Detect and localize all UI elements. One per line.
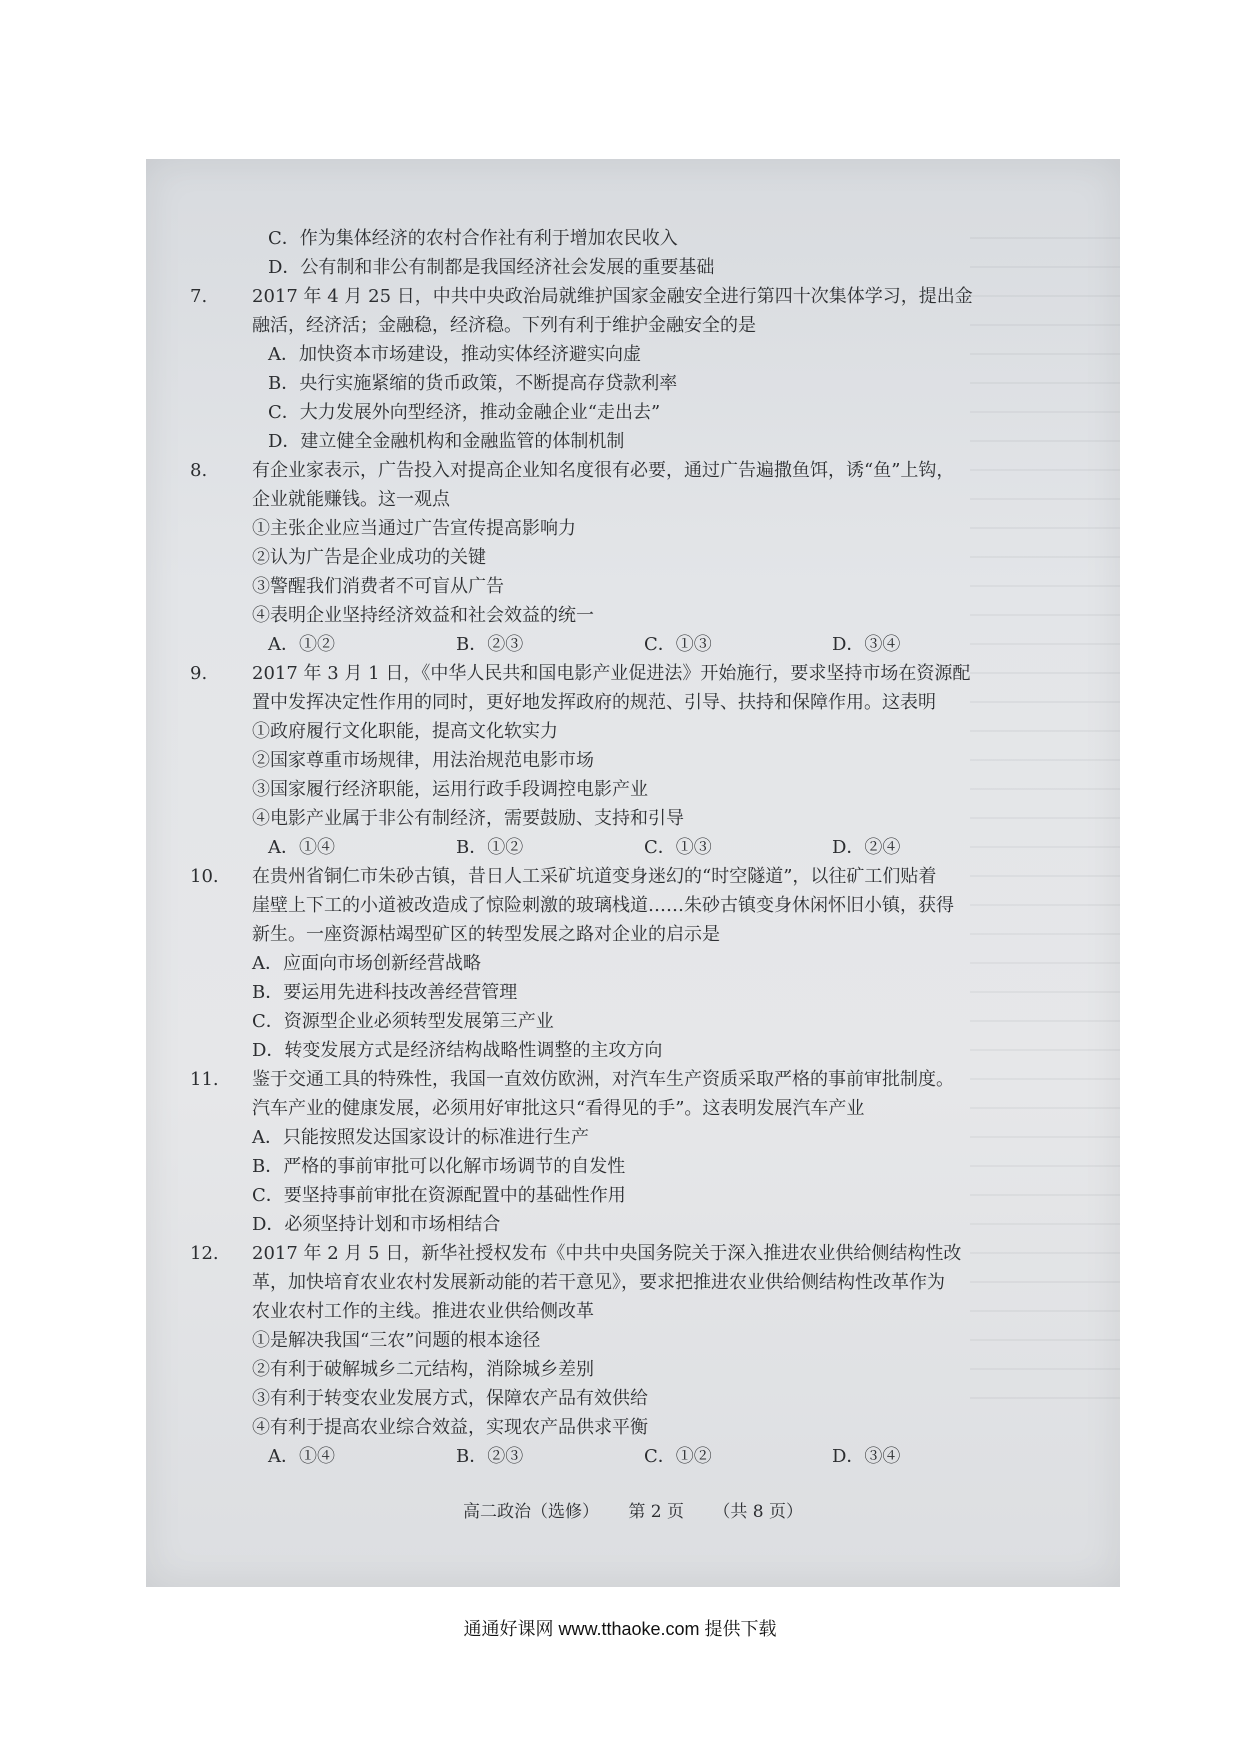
question-12	[190, 1239, 1020, 1268]
question-stem: 2017 年 3 月 1 日，《中华人民共和国电影产业促进法》开始施行，要求坚持市场在资源配	[252, 663, 971, 684]
option-line: C．作为集体经济的农村合作社有利于增加农民收入	[268, 228, 678, 249]
option-line: D．公有制和非公有制都是我国经济社会发展的重要基础	[268, 257, 715, 278]
question-stem: 新生。一座资源枯竭型矿区的转型发展之路对企业的启示是	[252, 924, 720, 945]
question-stem: 有企业家表示，广告投入对提高企业知名度很有必要，通过广告遍撒鱼饵，诱“鱼”上钩，	[252, 460, 955, 481]
question-7	[190, 282, 1020, 311]
answer-choices	[230, 630, 1020, 659]
statement-item: ③有利于转变农业发展方式，保障农产品有效供给	[252, 1388, 648, 1409]
choice-d: D．②④	[832, 837, 901, 858]
option-line: D．必须坚持计划和市场相结合	[252, 1214, 501, 1235]
question-stem: 融活，经济活；金融稳，经济稳。下列有利于维护金融安全的是	[252, 315, 756, 336]
choice-a: A．①④	[268, 837, 335, 858]
statement-item: ④表明企业坚持经济效益和社会效益的统一	[252, 605, 594, 626]
question-content	[190, 224, 1020, 1471]
question-stem: 置中发挥决定性作用的同时，更好地发挥政府的规范、引导、扶持和保障作用。这表明	[252, 692, 936, 713]
statement-item: ②认为广告是企业成功的关键	[252, 547, 486, 568]
question-11	[190, 1065, 1020, 1094]
option-line: A．加快资本市场建设，推动实体经济避实向虚	[268, 344, 641, 365]
option-line: D．转变发展方式是经济结构战略性调整的主攻方向	[252, 1040, 663, 1061]
statement-item: ②有利于破解城乡二元结构，消除城乡差别	[252, 1359, 594, 1380]
question-stem: 2017 年 2 月 5 日，新华社授权发布《中共中央国务院关于深入推进农业供给侧结构性改	[252, 1243, 962, 1264]
question-stem: 汽车产业的健康发展，必须用好审批这只“看得见的手”。这表明发展汽车产业	[252, 1098, 865, 1119]
answer-choices	[230, 1442, 1020, 1471]
question-9	[190, 659, 1020, 688]
choice-c: C．①③	[644, 634, 712, 655]
choice-d: D．③④	[832, 1446, 901, 1467]
option-line: B．要运用先进科技改善经营管理	[252, 982, 518, 1003]
page-footer	[146, 1497, 1120, 1522]
footer-subject: 高二政治（选修）	[462, 1502, 599, 1522]
question-stem: 2017 年 4 月 25 日，中共中央政治局就维护国家金融安全进行第四十次集体学习，提出金	[252, 286, 973, 307]
statement-item: ④电影产业属于非公有制经济，需要鼓励、支持和引导	[252, 808, 684, 829]
question-stem: 崖壁上下工的小道被改造成了惊险刺激的玻璃栈道……朱砂古镇变身休闲怀旧小镇，获得	[252, 895, 954, 916]
question-8	[190, 456, 1020, 485]
statement-item: ③国家履行经济职能，运用行政手段调控电影产业	[252, 779, 648, 800]
option-line: A．应面向市场创新经营战略	[252, 953, 481, 974]
choice-b: B．①②	[456, 837, 524, 858]
answer-choices	[230, 833, 1020, 862]
option-line: C．大力发展外向型经济，推动金融企业“走出去”	[268, 402, 661, 423]
choice-b: B．②③	[456, 1446, 524, 1467]
choice-c: C．①②	[644, 1446, 712, 1467]
choice-d: D．③④	[832, 634, 901, 655]
option-line: C．资源型企业必须转型发展第三产业	[252, 1011, 554, 1032]
choice-c: C．①③	[644, 837, 712, 858]
statement-item: ②国家尊重市场规律，用法治规范电影市场	[252, 750, 594, 771]
question-number: 11.	[190, 1069, 219, 1090]
question-number: 12.	[190, 1243, 219, 1264]
scanned-page-photo	[146, 159, 1120, 1587]
question-number: 9.	[190, 663, 208, 684]
choice-a: A．①②	[268, 634, 335, 655]
option-line: D．建立健全金融机构和金融监管的体制机制	[268, 431, 625, 452]
statement-item: ①是解决我国“三农”问题的根本途径	[252, 1330, 541, 1351]
question-stem: 企业就能赚钱。这一观点	[252, 489, 450, 510]
question-number: 10.	[190, 866, 219, 887]
option-line: A．只能按照发达国家设计的标准进行生产	[252, 1127, 589, 1148]
question-number: 8.	[190, 460, 208, 481]
option-line: C．要坚持事前审批在资源配置中的基础性作用	[252, 1185, 626, 1206]
footer-page-number: 第 2 页	[628, 1502, 684, 1522]
question-stem: 革，加快培育农业农村发展新动能的若干意见》，要求把推进农业供给侧结构性改革作为	[252, 1272, 945, 1293]
choice-b: B．②③	[456, 634, 524, 655]
footer-total-pages: （共 8 页）	[713, 1502, 804, 1522]
statement-item: ①政府履行文化职能，提高文化软实力	[252, 721, 558, 742]
question-number: 7.	[190, 286, 208, 307]
statement-item: ④有利于提高农业综合效益，实现农产品供求平衡	[252, 1417, 648, 1438]
download-credit: 通通好课网 www.tthaoke.com 提供下载	[463, 1619, 777, 1639]
question-10	[190, 862, 1020, 891]
statement-item: ③警醒我们消费者不可盲从广告	[252, 576, 504, 597]
question-stem: 在贵州省铜仁市朱砂古镇，昔日人工采矿坑道变身迷幻的“时空隧道”，以往矿工们贴着	[252, 866, 937, 887]
choice-a: A．①④	[268, 1446, 335, 1467]
question-stem: 鉴于交通工具的特殊性，我国一直效仿欧洲，对汽车生产资质采取严格的事前审批制度。	[252, 1069, 954, 1090]
question-stem: 农业农村工作的主线。推进农业供给侧改革	[252, 1301, 594, 1322]
statement-item: ①主张企业应当通过广告宣传提高影响力	[252, 518, 576, 539]
option-line: B．严格的事前审批可以化解市场调节的自发性	[252, 1156, 626, 1177]
option-line: B．央行实施紧缩的货币政策，不断提高存贷款利率	[268, 373, 678, 394]
